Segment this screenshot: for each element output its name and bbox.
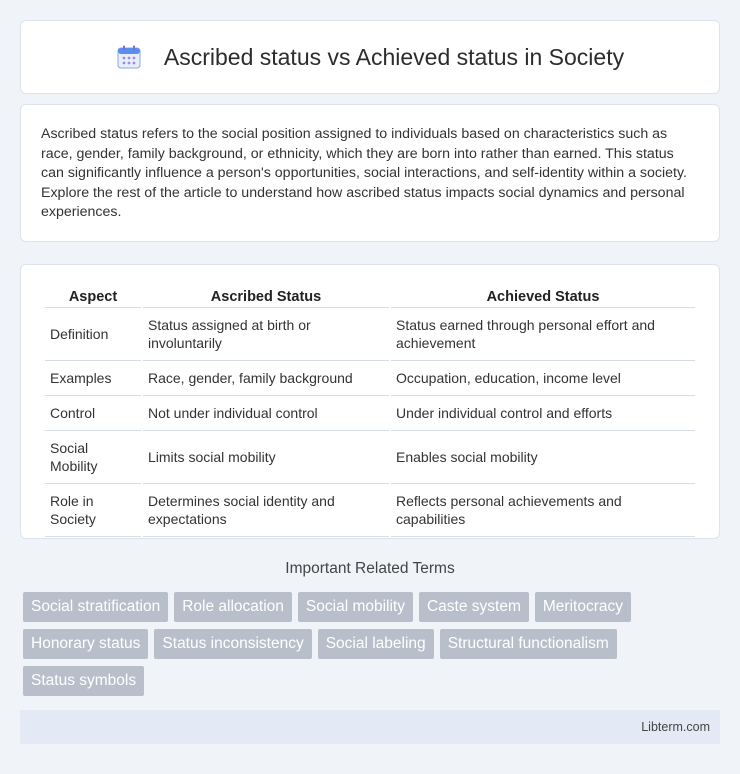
row-aspect: Control [45, 396, 141, 431]
related-term-tag[interactable]: Status symbols [23, 666, 144, 696]
table-row [45, 361, 695, 396]
related-term-tag[interactable]: Status inconsistency [154, 629, 311, 659]
related-terms-heading: Important Related Terms [285, 560, 455, 577]
comparison-table [43, 285, 697, 537]
table-row [45, 431, 695, 484]
row-achieved: Reflects personal achievements and capabilities [391, 484, 695, 537]
related-term-tag[interactable]: Honorary status [23, 629, 148, 659]
page-title: Ascribed status vs Achieved status in Society [163, 43, 625, 70]
header-ascribed: Ascribed Status [143, 285, 389, 308]
footer [20, 710, 720, 744]
table-row [45, 308, 695, 361]
row-aspect: Examples [45, 361, 141, 396]
row-achieved: Enables social mobility [391, 431, 695, 484]
related-term-tag[interactable]: Social labeling [318, 629, 434, 659]
comparison-card [20, 264, 720, 539]
related-term-tag[interactable]: Caste system [419, 592, 529, 622]
table-row [45, 396, 695, 431]
row-aspect: Definition [45, 308, 141, 361]
row-achieved: Occupation, education, income level [391, 361, 695, 396]
row-aspect: Social Mobility [45, 431, 141, 484]
related-terms-list [23, 592, 723, 696]
related-term-tag[interactable]: Structural functionalism [440, 629, 617, 659]
row-aspect: Role in Society [45, 484, 141, 537]
table-header-row [45, 285, 695, 308]
header-achieved: Achieved Status [391, 285, 695, 308]
intro-paragraph: Ascribed status refers to the social position assigned to individuals based on characteristics such as race, gender, family background, or ethnicity, which they are born into rather than earned. This status can significantly influence a person's opportunities, social interactions, and self-identity within a society. Explore the rest of the article to understand how ascribed status impacts social dynamics and personal experiences. [41, 126, 687, 221]
row-achieved: Under individual control and efforts [391, 396, 695, 431]
row-achieved: Status earned through personal effort and achievement [391, 308, 695, 361]
related-term-tag[interactable]: Meritocracy [535, 592, 631, 622]
row-ascribed: Limits social mobility [143, 431, 389, 484]
related-term-tag[interactable]: Role allocation [174, 592, 292, 622]
intro-card [20, 104, 720, 242]
row-ascribed: Status assigned at birth or involuntarily [143, 308, 389, 361]
row-ascribed: Race, gender, family background [143, 361, 389, 396]
header-aspect: Aspect [45, 285, 141, 308]
row-ascribed: Determines social identity and expectations [143, 484, 389, 537]
title-card [20, 20, 720, 94]
table-row [45, 484, 695, 537]
footer-site-link[interactable]: Libterm.com [641, 720, 710, 734]
related-term-tag[interactable]: Social mobility [298, 592, 413, 622]
row-ascribed: Not under individual control [143, 396, 389, 431]
calendar-icon [116, 44, 142, 70]
related-term-tag[interactable]: Social stratification [23, 592, 168, 622]
